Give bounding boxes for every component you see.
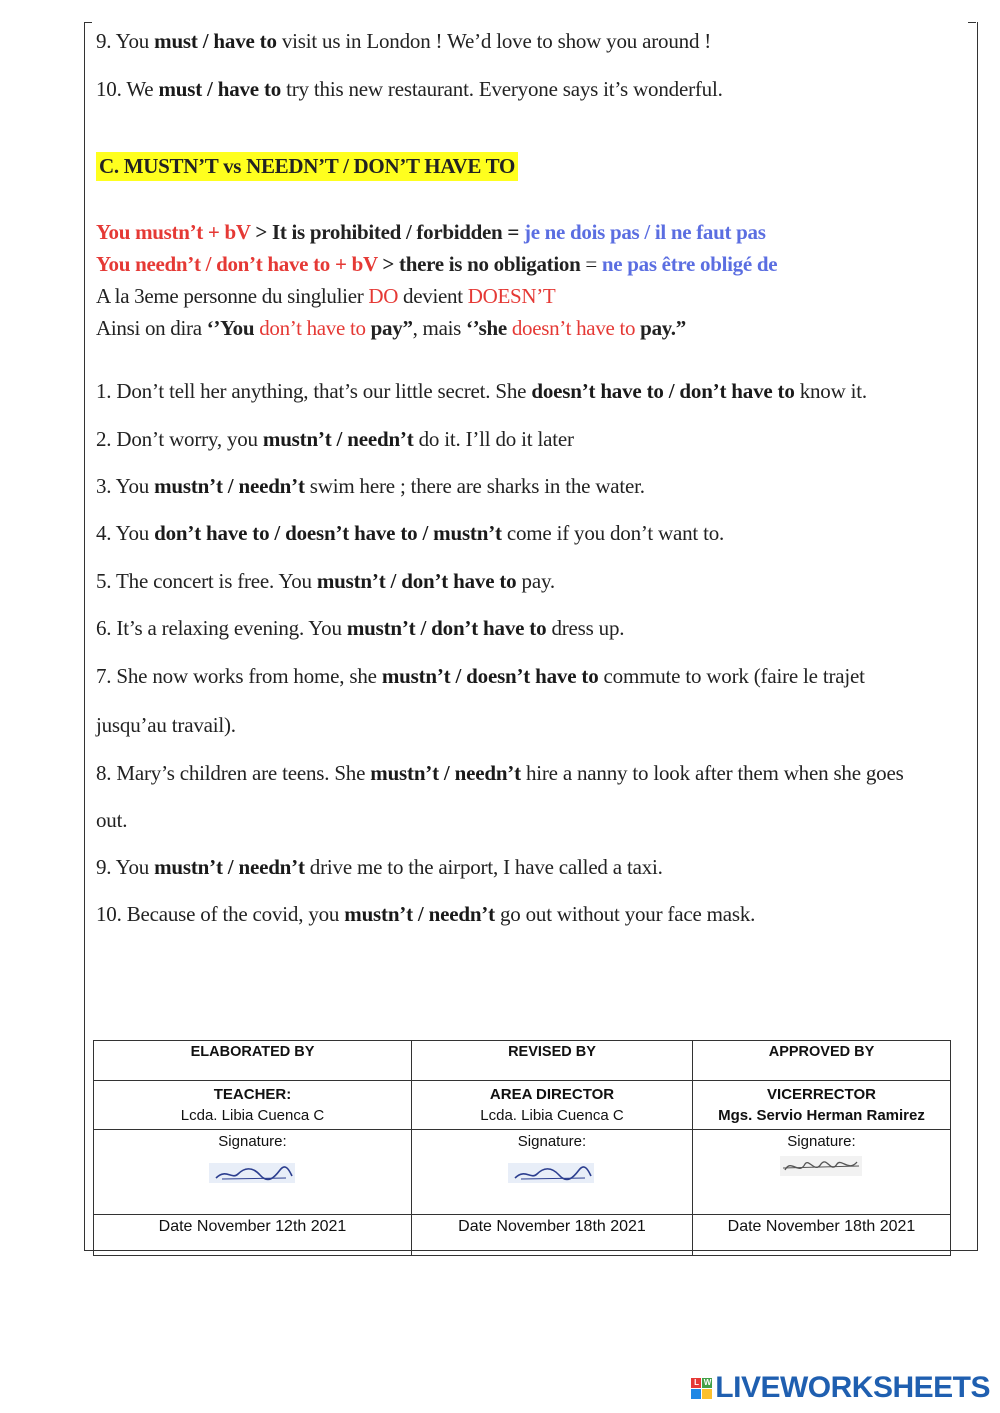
frame-corner-right xyxy=(968,22,976,23)
exercise-item-2: 2. Don’t worry, you mustn’t / needn’t do it. I’ll do it later xyxy=(96,427,574,451)
signature-table-roles xyxy=(94,1081,951,1130)
exercise-item-3: 3. You mustn’t / needn’t swim here ; there are sharks in the water. xyxy=(96,474,645,498)
liveworksheets-logo[interactable] xyxy=(691,1371,990,1405)
signature-cell-vicerrector: Signature: xyxy=(693,1130,951,1215)
handwritten-signature xyxy=(208,1160,298,1186)
top-item-9: 9. You must / have to visit us in London ! We’d love to show you around ! xyxy=(96,29,712,53)
exercise-item-7: 7. She now works from home, she mustn’t / doesn’t have to commute to work (faire le trajet xyxy=(96,664,865,688)
rule-example: Ainsi on dira ‘’You don’t have to pay”, mais ‘’she doesn’t have to pay.” xyxy=(96,316,686,340)
date-elaborated: Date November 12th 2021 xyxy=(94,1215,412,1256)
role-vicerrector: VICERRECTOR Mgs. Servio Herman Ramirez xyxy=(693,1081,951,1130)
frame-corner-left xyxy=(84,22,92,23)
signature-table-signatures xyxy=(94,1130,951,1215)
section-c-heading: C. MUSTN’T vs NEEDN’T / DON’T HAVE TO xyxy=(96,152,518,181)
signature-cell-area-director: Signature: xyxy=(412,1130,693,1215)
rule-third-person: A la 3eme personne du singlulier DO devient DOESN’T xyxy=(96,284,556,308)
signature-table-dates xyxy=(94,1215,951,1256)
date-approved: Date November 18th 2021 xyxy=(693,1215,951,1256)
handwritten-signature xyxy=(507,1160,597,1186)
rule-neednt: You needn’t / don’t have to + bV > there is no obligation = ne pas être obligé de xyxy=(96,252,778,276)
liveworksheets-icon: L W xyxy=(691,1378,712,1399)
header-revised: REVISED BY xyxy=(412,1041,693,1081)
date-revised: Date November 18th 2021 xyxy=(412,1215,693,1256)
role-area-director: AREA DIRECTOR Lcda. Libia Cuenca C xyxy=(412,1081,693,1130)
exercise-item-6: 6. It’s a relaxing evening. You mustn’t / don’t have to dress up. xyxy=(96,616,625,640)
role-teacher: TEACHER: Lcda. Libia Cuenca C xyxy=(94,1081,412,1130)
liveworksheets-text: LIVEWORKSHEETS xyxy=(715,1371,990,1404)
header-approved: APPROVED BY xyxy=(693,1041,951,1081)
top-item-10: 10. We must / have to try this new restaurant. Everyone says it’s wonderful. xyxy=(96,77,723,101)
exercise-item-7-cont: jusqu’au travail). xyxy=(96,713,236,737)
signature-table-header xyxy=(94,1041,951,1081)
exercise-item-5: 5. The concert is free. You mustn’t / don’t have to pay. xyxy=(96,569,555,593)
exercise-item-1: 1. Don’t tell her anything, that’s our little secret. She doesn’t have to / don’t have to know it. xyxy=(96,379,867,403)
exercise-item-8-cont: out. xyxy=(96,808,128,832)
exercise-item-4: 4. You don’t have to / doesn’t have to / mustn’t come if you don’t want to. xyxy=(96,521,725,545)
exercise-item-10: 10. Because of the covid, you mustn’t / needn’t go out without your face mask. xyxy=(96,902,756,926)
handwritten-signature xyxy=(779,1154,865,1180)
signature-table xyxy=(93,1040,951,1256)
exercise-item-8: 8. Mary’s children are teens. She mustn’t / needn’t hire a nanny to look after them when she goes xyxy=(96,761,904,785)
header-elaborated: ELABORATED BY xyxy=(94,1041,412,1081)
rule-mustnt: You mustn’t + bV > It is prohibited / forbidden = je ne dois pas / il ne faut pas xyxy=(96,220,766,244)
exercise-item-9: 9. You mustn’t / needn’t drive me to the airport, I have called a taxi. xyxy=(96,855,663,879)
signature-cell-teacher: Signature: xyxy=(94,1130,412,1215)
